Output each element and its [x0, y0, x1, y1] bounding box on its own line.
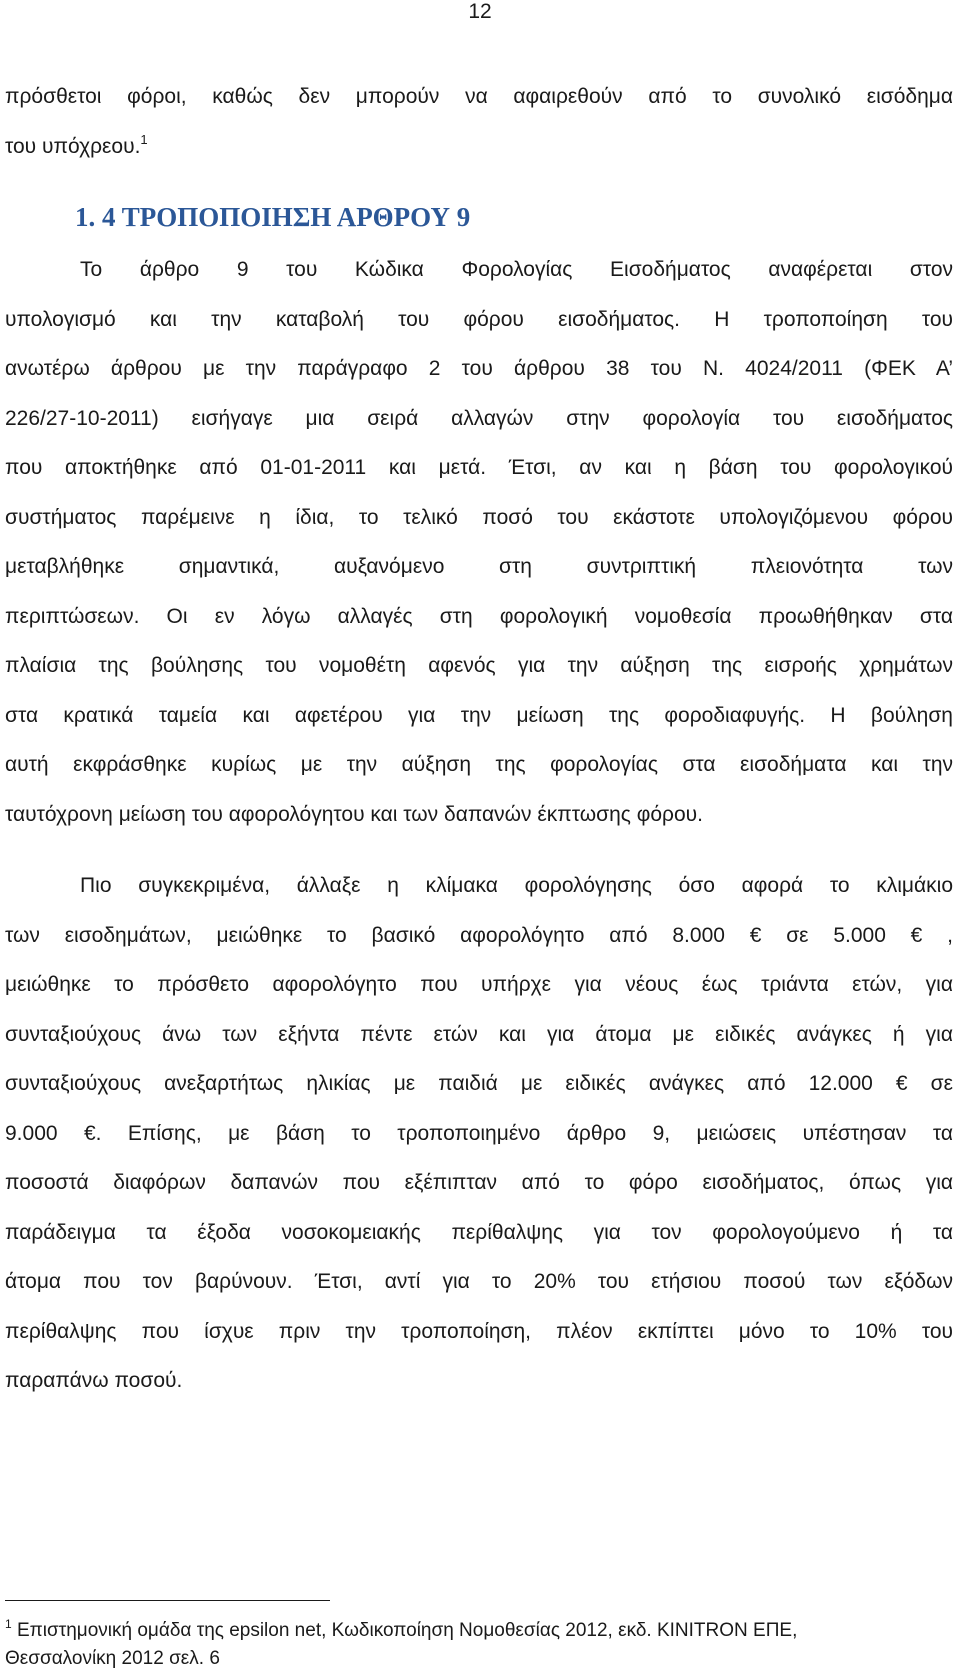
- body-line: Το άρθρο 9 του Κώδικα Φορολογίας Εισοδήματος αναφέρεται στον: [80, 258, 953, 281]
- body-line: [5, 122, 953, 172]
- body-line: μειώθηκε το πρόσθετο αφορολόγητο που υπήρχε για νέους έως τριάντα ετών, για: [5, 973, 953, 996]
- body-line: υπολογισμό και την καταβολή του φόρου εισοδήματος. Η τροποποίηση του: [5, 307, 953, 331]
- body-line: παραπάνω ποσού.: [5, 1369, 183, 1392]
- body-line: πλαίσια της βούλησης του νομοθέτη αφενός για την αύξηση της εισροής χρημάτων: [5, 654, 953, 677]
- footnote-line: Θεσσαλονίκη 2012 σελ. 6: [5, 1648, 220, 1669]
- body-line: ανωτέρω άρθρου με την παράγραφο 2 του άρθρου 38 του Ν. 4024/2011 (ΦΕΚ Α’: [5, 357, 953, 380]
- body-line: 226/27-10-2011) εισήγαγε μια σειρά αλλαγών στην φορολογία του εισοδήματος: [5, 406, 953, 430]
- section-heading: 1. 4 ΤΡΟΠΟΠΟΙΗΣΗ ΑΡΘΡΟΥ 9: [75, 202, 471, 232]
- footnote-line: [5, 1617, 953, 1645]
- paragraph: [5, 245, 953, 839]
- body-line: στα κρατικά ταμεία και αφετέρου για την μείωση της φοροδιαφυγής. Η βούληση: [5, 703, 953, 727]
- body-line: των εισοδημάτων, μειώθηκε το βασικό αφορολόγητο από 8.000 € σε 5.000 € ,: [5, 923, 953, 947]
- body-line: συνταξιούχους ανεξαρτήτως ηλικίας με παιδιά με ειδικές ανάγκες από 12.000 € σε: [5, 1072, 953, 1095]
- body-line: 9.000 €. Επίσης, με βάση το τροποποιημένο άρθρο 9, μειώσεις υπέστησαν τα: [5, 1121, 953, 1145]
- footnote: [5, 1617, 953, 1673]
- body-line: άτομα που τον βαρύνουν. Έτσι, αντί για το 20% του ετήσιου ποσού των εξόδων: [5, 1270, 953, 1293]
- body-line: ταυτόχρονη μείωση του αφορολόγητου και των δαπανών έκπτωσης φόρου.: [5, 802, 703, 826]
- body-line: ποσοστά διαφόρων δαπανών που εξέπιπταν από το φόρο εισοδήματος, όπως για: [5, 1171, 953, 1194]
- document-body: [5, 72, 953, 1406]
- body-line-text: του υπόχρεου.: [5, 134, 141, 158]
- paragraph-spacer: [5, 839, 953, 861]
- footnote-mark: 1: [5, 1617, 12, 1631]
- body-line: συστήματος παρέμεινε η ίδια, το τελικό ποσό του εκάστοτε υπολογιζόμενου φόρου: [5, 505, 953, 529]
- body-line: περιπτώσεων. Οι εν λόγω αλλαγές στη φορολογική νομοθεσία προωθήθηκαν στα: [5, 604, 953, 628]
- footnote-separator: [5, 1600, 330, 1601]
- page-number: 12: [468, 0, 492, 23]
- body-line: μεταβλήθηκε σημαντικά, αυξανόμενο στη συντριπτική πλειονότητα των: [5, 555, 953, 578]
- footnote-text: Επιστημονική ομάδα της epsilon net, Κωδικοποίηση Νομοθεσίας 2012, εκδ. ΚΙΝΙΤRON ΕΠΕ,: [16, 1620, 798, 1641]
- body-line: πρόσθετοι φόροι, καθώς δεν μπορούν να αφαιρεθούν από το συνολικό εισόδημα: [5, 85, 953, 108]
- body-line: που αποκτήθηκε από 01-01-2011 και μετά. Έτσι, αν και η βάση του φορολογικού: [5, 456, 953, 479]
- paragraph: [5, 861, 953, 1406]
- body-line: συνταξιούχους άνω των εξήντα πέντε ετών και για άτομα με ειδικές ανάγκες ή για: [5, 1022, 953, 1046]
- body-line: Πιο συγκεκριμένα, άλλαξε η κλίμακα φορολόγησης όσο αφορά το κλιμάκιο: [80, 874, 953, 897]
- footnote-reference[interactable]: 1: [140, 131, 148, 147]
- body-line: περίθαλψης που ίσχυε πριν την τροποποίηση, πλέον εκπίπτει μόνο το 10% του: [5, 1319, 953, 1343]
- body-line: αυτή εκφράσθηκε κυρίως με την αύξηση της φορολογίας στα εισοδήματα και την: [5, 753, 953, 776]
- body-line: παράδειγμα τα έξοδα νοσοκομειακής περίθαλψης για τον φορολογούμενο ή τα: [5, 1220, 953, 1244]
